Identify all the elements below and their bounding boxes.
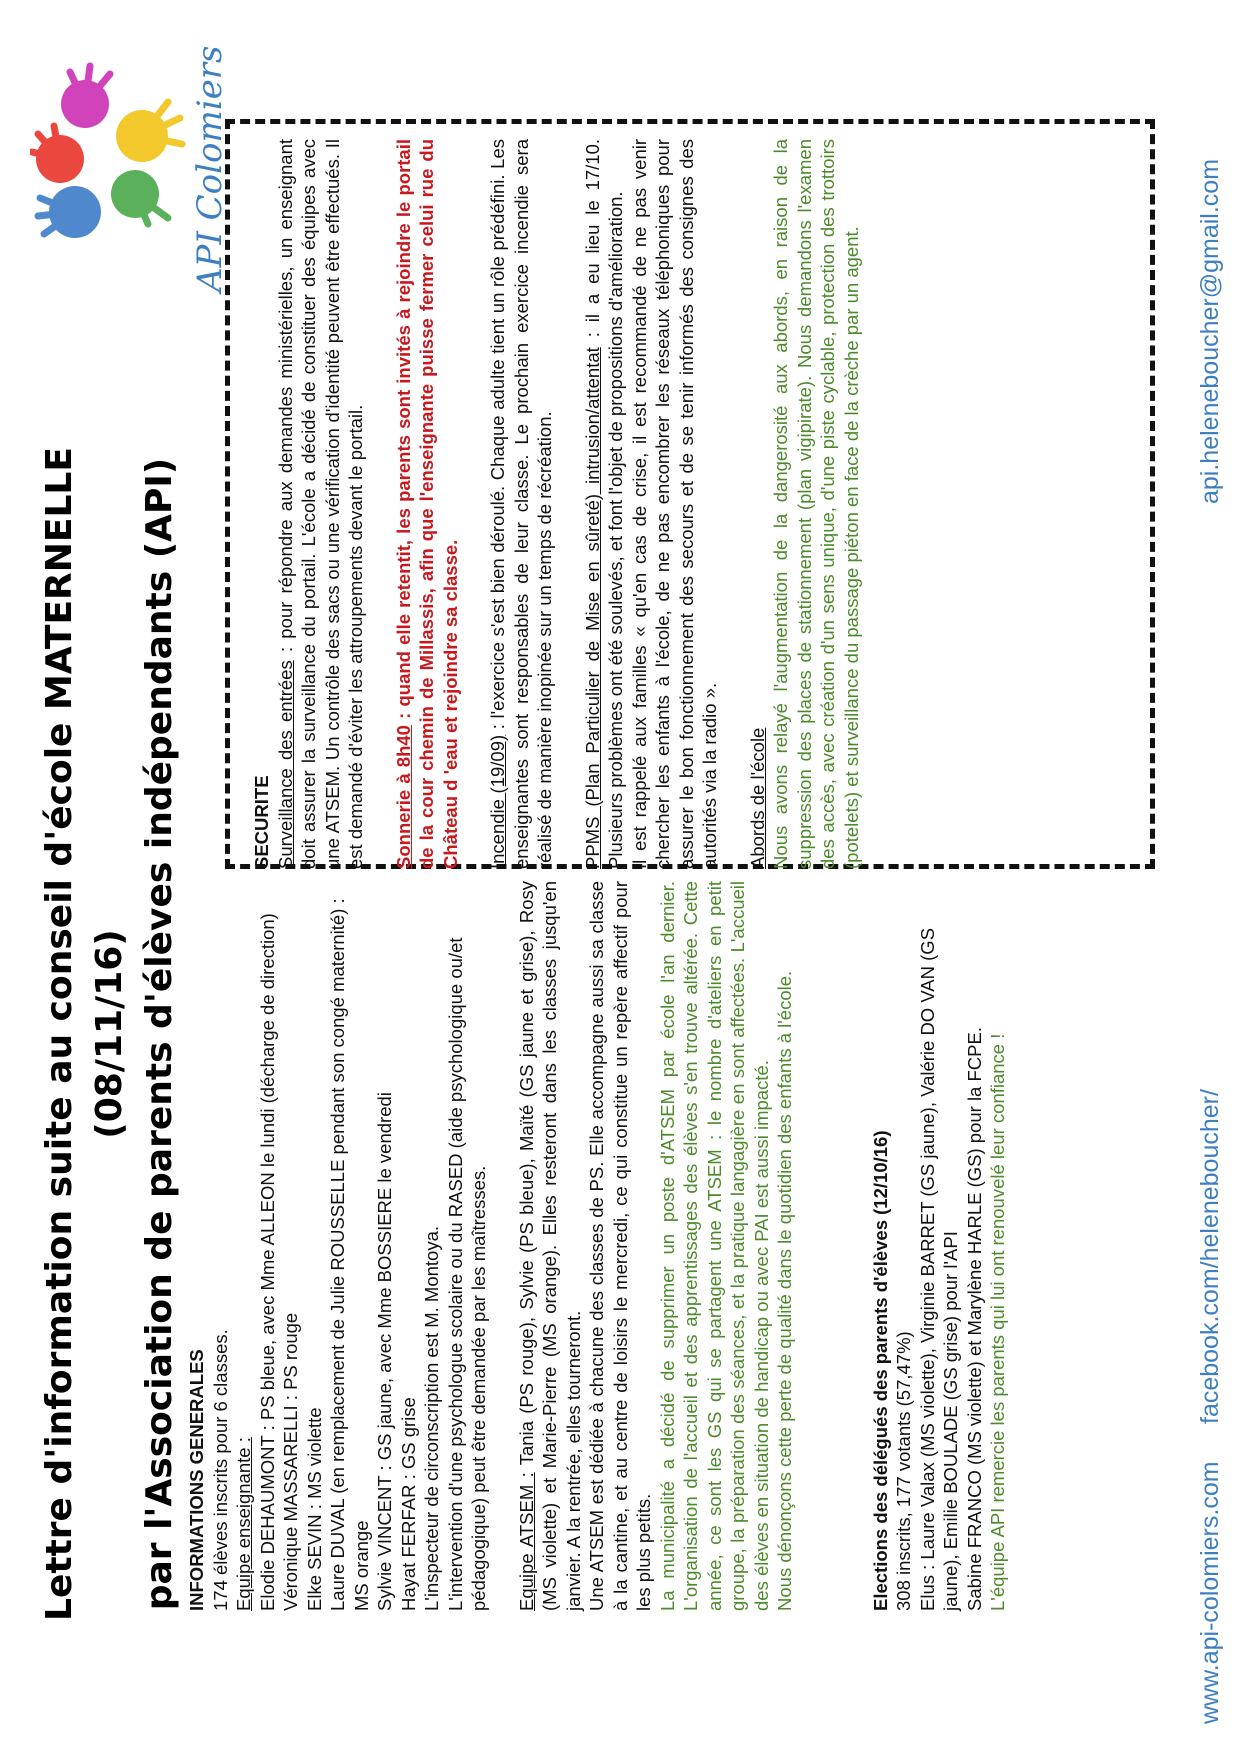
email-link[interactable]: api.heleneboucher@gmail.com [1196,158,1224,504]
facebook-link[interactable]: facebook.com/heleneboucher/ [1196,1089,1224,1424]
teacher-line: Laure DUVAL (en remplacement de Julie ROUSSELLE pendant son congé maternité) : MS orange [327,898,372,1611]
teacher-line: Elke SEVIN : MS violette [303,1407,325,1611]
abords-label: Abords de l'école [746,727,768,869]
atsem-label: Equipe ATSEM : [515,1472,537,1611]
teacher-line: Véronique MASSARELLI : PS rouge [280,1312,301,1611]
elections-line: Elus : Laure Valax (MS violette), Virginie BARRET (GS jaune), Valérie DO VAN (GS jaune), Emilie BOULADE (GS grise) pour l'API [916,927,961,1611]
title-line-1: Lettre d'information suite au conseil d'école MATERNELLE (08/11/16) [39,447,130,1621]
teacher-line: Hayat FERFAR : GS grise [397,1397,419,1611]
website-link[interactable]: www.api-colomiers.com [1196,1461,1224,1724]
securite-heading: SECURITE [251,775,272,869]
ppms-label: PPMS (Plan Particulier de Mise en sûreté) intrusion/attentat [581,347,603,869]
surveillance-paragraph [274,139,368,869]
infos-line: 174 élèves inscrits pour 6 classes. [209,1329,231,1611]
elections-green: L'équipe API remercie les parents qui lui ont renouvelé leur confiance ! [987,1033,1008,1611]
elections-heading: Elections des délégués des parents d'élèves (12/10/16) [869,1130,891,1611]
atsem-green-2: Nous dénonçons cette perte de qualité dans le quotidien des enfants à l'école. [774,970,795,1611]
page-title [35,354,185,1714]
equipe-label: Equipe enseignante : [233,1437,254,1611]
teacher-line: Elodie DEHAUMONT : PS bleue, avec Mme ALLEON le lundi (décharge de direction) [256,913,278,1611]
surveillance-label: Surveillance des entrées [274,660,296,869]
teacher-line: L'inspecteur de circonscription est M. Montoya. [421,1225,442,1611]
atsem-text: Tania (PS rouge), Sylvie (PS bleue), Maïté (GS jaune et grise), Rosy (MS violette) et Marie-Pierre (MS orange). Elles resteront dans les classes jusqu'en janvier. A la rentrée, elles tourneront. [515,881,584,1611]
left-column [185,881,1010,1611]
ppms-paragraph [581,139,628,869]
sonnerie-label: Sonnerie à 8h40 [392,725,414,869]
incendie-text: : l'exercice s'est bien déroulé. Chaque adulte tient un rôle prédéfini. Les enseignantes sont responsables de leur classe. Le prochain exercice incendie sera réalisé de manière inopinée sur un temps de récréation. [487,139,555,869]
logo-text: API Colomiers [190,45,230,292]
surveillance-text: : pour répondre aux demandes ministérielles, un enseignant doit assurer la surveillance du portail. L'école a décidé de constituer des équipes avec une ATSEM. Un contrôle des sacs ou une vérification d'identité peuvent être effectués. Il est demandé d'éviter les attroupements devant le portail. [274,138,366,869]
right-column [250,139,863,869]
incendie-label: Incendie (19/09) [487,734,508,869]
atsem-paragraph [515,881,586,1611]
sonnerie-text: : quand elle retentit, les parents sont invités à rejoindre le portail de la cour chemin de Millassis, afin que l'enseignante puisse fermer celui rue du Château d 'eau et rejoindre sa classe. [392,139,461,869]
atsem-text-2: Une ATSEM est dédiée à chacune des classes de PS. Elle accompagne aussi sa classe à la cantine, et au centre de loisirs le mercredi, ce qui constitue un repère affectif pour les plus petits. [586,881,654,1611]
abords-green: Nous avons relayé l'augmentation de la dangerosité aux abords, en raison de la suppression des places de stationnement (plan vigipirate). Nous demandons l'examen des accès, avec création d'un sens unique, d'une piste cyclable, protection des trottoirs (potelets) et surveillance du passage piéton en face de la crèche par un agent. [770,139,862,869]
infos-heading: INFORMATIONS GENERALES [186,1349,207,1611]
ppms-text-2: Il est rappelé aux familles « qu'en cas de crise, il est recommandé de ne pas venir chercher les enfants à l'école, de ne pas encombrer les réseaux téléphoniques pour assurer le bon fonctionnement des secours et de se tenir informés des consignes des autorités via la radio ». [628,139,720,869]
api-hands-logo-icon [30,54,190,264]
elections-line: Sabine FRANCO (MS violette) et Marylène HARLE (GS) pour la FCPE. [963,1027,985,1611]
ppms-text: : il a eu lieu le 17/10. Plusieurs problèmes ont été soulevés, et font l'objet de propositions d'amélioration. [581,138,626,869]
teacher-line: L'intervention d'une psychologue scolaire ou du RASED (aide psychologique ou/et pédagogique) peut être demandée par les maîtresses. [444,937,489,1611]
teacher-line: Sylvie VINCENT : GS jaune, avec Mme BOSSIERE le vendredi [374,1092,395,1611]
atsem-green: La municipalité a décidé de supprimer un poste d'ATSEM par école l'an dernier. L'organisation de l'accueil et des apprentissages des élèves s'en trouve altérée. Cette année, ce sont les GS qui se partagent une ATSEM : le nombre d'ateliers en petit groupe, la préparation des séances, et la pratique langagière en sont affectées. L'accueil des élèves en situation de handicap ou avec PAI est aussi impacté. [656,881,772,1611]
title-line-2: par l'Association de parents d'élèves indépendants (API) [139,457,180,1611]
incendie-paragraph [486,139,557,869]
elections-line: 308 inscrits, 177 votants (57,47%) [893,1331,914,1611]
sonnerie-paragraph [392,139,463,869]
